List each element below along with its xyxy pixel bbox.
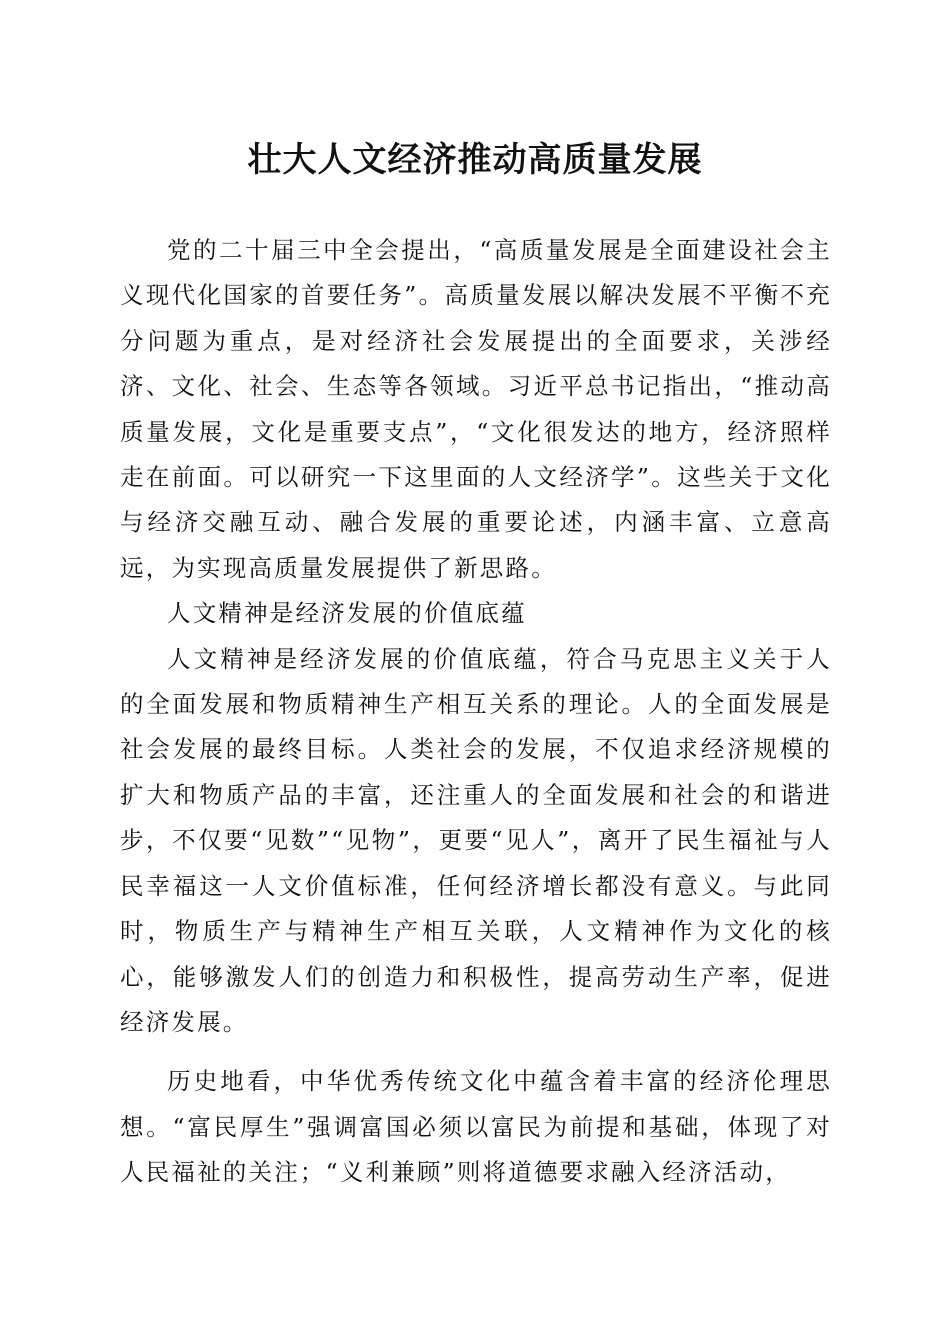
document-title: 壮大人文经济推动高质量发展 xyxy=(247,140,703,180)
document-body xyxy=(120,228,832,1196)
paragraph-intro: 党的二十届三中全会提出，“高质量发展是全面建设社会主义现代化国家的首要任务”。高质量发展以解决发展不平衡不充分问题为重点，是对经济社会发展提出的全面要求，关涉经济、文化、社会、生态等各领域。习近平总书记指出，“推动高质量发展，文化是重要支点”，“文化很发达的地方，经济照样走在前面。可以研究一下这里面的人文经济学”。这些关于文化与经济交融互动、融合发展的重要论述，内涵丰富、立意高远，为实现高质量发展提供了新思路。 xyxy=(120,236,832,582)
paragraph-humanistic-spirit: 人文精神是经济发展的价值底蕴，符合马克思主义关于人的全面发展和物质精神生产相互关系的理论。人的全面发展是社会发展的最终目标。人类社会的发展，不仅追求经济规模的扩大和物质产品的丰富，还注重人的全面发展和社会的和谐进步，不仅要“见数”“见物”，更要“见人”，离开了民生福祉与人民幸福这一人文价值标准，任何经济增长都没有意义。与此同时，物质生产与精神生产相互关联，人文精神作为文化的核心，能够激发人们的创造力和积极性，提高劳动生产率，促进经济发展。 xyxy=(120,644,832,1036)
section-heading: 人文精神是经济发展的价值底蕴 xyxy=(167,599,527,628)
paragraph-history: 历史地看，中华优秀传统文化中蕴含着丰富的经济伦理思想。“富民厚生”强调富国必须以富民为前提和基础，体现了对人民福祉的关注；“义利兼顾”则将道德要求融入经济活动， xyxy=(120,1067,832,1187)
